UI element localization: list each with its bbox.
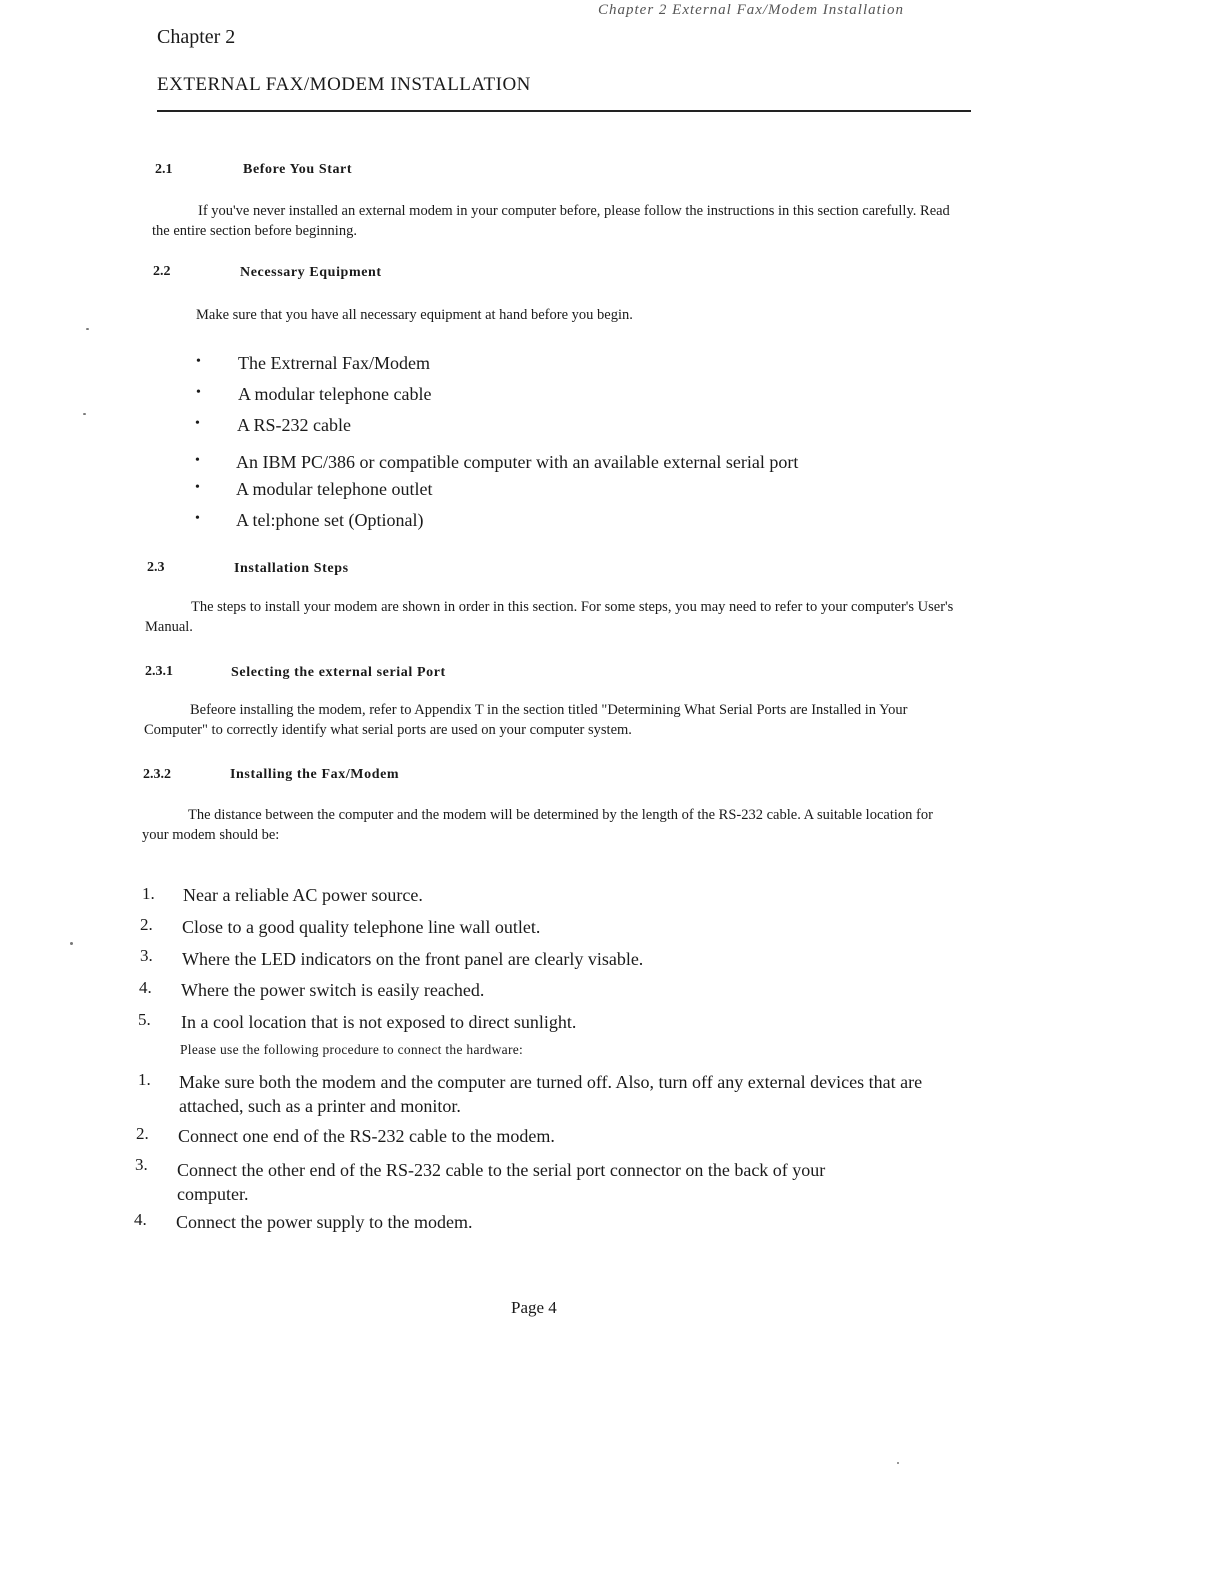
section-heading-installing-fax-modem: Installing the Fax/Modem — [230, 767, 400, 782]
section-body-2-3-2 — [142, 805, 954, 845]
location-number: 4. — [139, 978, 152, 997]
step-number: 4. — [134, 1210, 147, 1229]
equipment-intro: Make sure that you have all necessary equipment at hand before you begin. — [196, 307, 633, 323]
equipment-item: An IBM PC/386 or compatible computer with an available external serial port — [236, 452, 799, 472]
step-item: Connect the power supply to the modem. — [176, 1212, 473, 1232]
page-number: Page 4 — [511, 1298, 557, 1317]
section-body-2-3-1 — [144, 700, 952, 740]
scan-speck — [897, 1462, 899, 1464]
step-item: Connect one end of the RS-232 cable to the modem. — [178, 1126, 555, 1146]
bullet-marker: • — [196, 354, 201, 369]
step-number: 2. — [136, 1124, 149, 1143]
section-body-2-3-text: The steps to install your modem are shown in order in this section. For some steps, you may need to refer to your computer's User's Manual. — [145, 599, 954, 635]
location-item: Where the power switch is easily reached. — [181, 980, 485, 1000]
bullet-marker: • — [195, 453, 200, 468]
location-item: Where the LED indicators on the front panel are clearly visable. — [182, 949, 644, 969]
section-heading-necessary-equipment: Necessary Equipment — [240, 265, 382, 280]
step-item: Make sure both the modem and the computer are turned off. Also, turn off any external devices that are attached, such as a printer and monitor. — [179, 1072, 923, 1116]
section-number-2-3-1: 2.3.1 — [145, 664, 173, 679]
section-body-2-1-text: If you've never installed an external modem in your computer before, please follow the instructions in this section carefully. Read the entire section before beginning. — [152, 203, 950, 239]
section-number-2-1: 2.1 — [155, 162, 173, 177]
title-rule — [157, 110, 971, 112]
bullet-marker: • — [196, 385, 201, 400]
scan-speck — [86, 328, 89, 330]
step-number: 1. — [138, 1070, 151, 1089]
equipment-item: A modular telephone outlet — [236, 479, 433, 499]
bullet-marker: • — [195, 416, 200, 431]
running-header: Chapter 2 External Fax/Modem Installation — [598, 2, 904, 18]
section-body-2-3-1-text: Befeore installing the modem, refer to Appendix T in the section titled "Determining What Serial Ports are Installed in Your Computer" to correctly identify what serial ports are used on your computer system. — [144, 702, 908, 738]
step-number: 3. — [135, 1155, 148, 1174]
section-heading-installation-steps: Installation Steps — [234, 561, 349, 576]
location-number: 3. — [140, 946, 153, 965]
section-body-2-3-2-text: The distance between the computer and the modem will be determined by the length of the RS-232 cable. A suitable location for your modem should be: — [142, 807, 933, 843]
section-body-2-3 — [145, 597, 957, 637]
step-item: Connect the other end of the RS-232 cable to the serial port connector on the back of your computer. — [177, 1160, 826, 1204]
section-number-2-2: 2.2 — [153, 264, 171, 279]
page-title: EXTERNAL FAX/MODEM INSTALLATION — [157, 74, 531, 95]
section-heading-selecting-serial-port: Selecting the external serial Port — [231, 665, 446, 680]
location-item: Near a reliable AC power source. — [183, 885, 423, 905]
scan-speck — [70, 942, 73, 945]
equipment-item: A RS-232 cable — [237, 415, 351, 435]
scan-speck — [83, 413, 86, 415]
location-number: 2. — [140, 915, 153, 934]
bullet-marker: • — [195, 511, 200, 526]
location-number: 5. — [138, 1010, 151, 1029]
section-number-2-3: 2.3 — [147, 560, 165, 575]
location-item: In a cool location that is not exposed to direct sunlight. — [181, 1012, 577, 1032]
location-item: Close to a good quality telephone line wall outlet. — [182, 917, 541, 937]
section-number-2-3-2: 2.3.2 — [143, 767, 171, 782]
section-body-2-1 — [152, 201, 958, 241]
equipment-item: A modular telephone cable — [238, 384, 432, 404]
section-heading-before-you-start: Before You Start — [243, 162, 353, 177]
equipment-item: The Extrernal Fax/Modem — [238, 353, 430, 373]
procedure-intro: Please use the following procedure to connect the hardware: — [180, 1042, 524, 1057]
chapter-label: Chapter 2 — [157, 26, 236, 48]
equipment-item: A tel:phone set (Optional) — [236, 510, 424, 530]
bullet-marker: • — [195, 480, 200, 495]
location-number: 1. — [142, 884, 155, 903]
